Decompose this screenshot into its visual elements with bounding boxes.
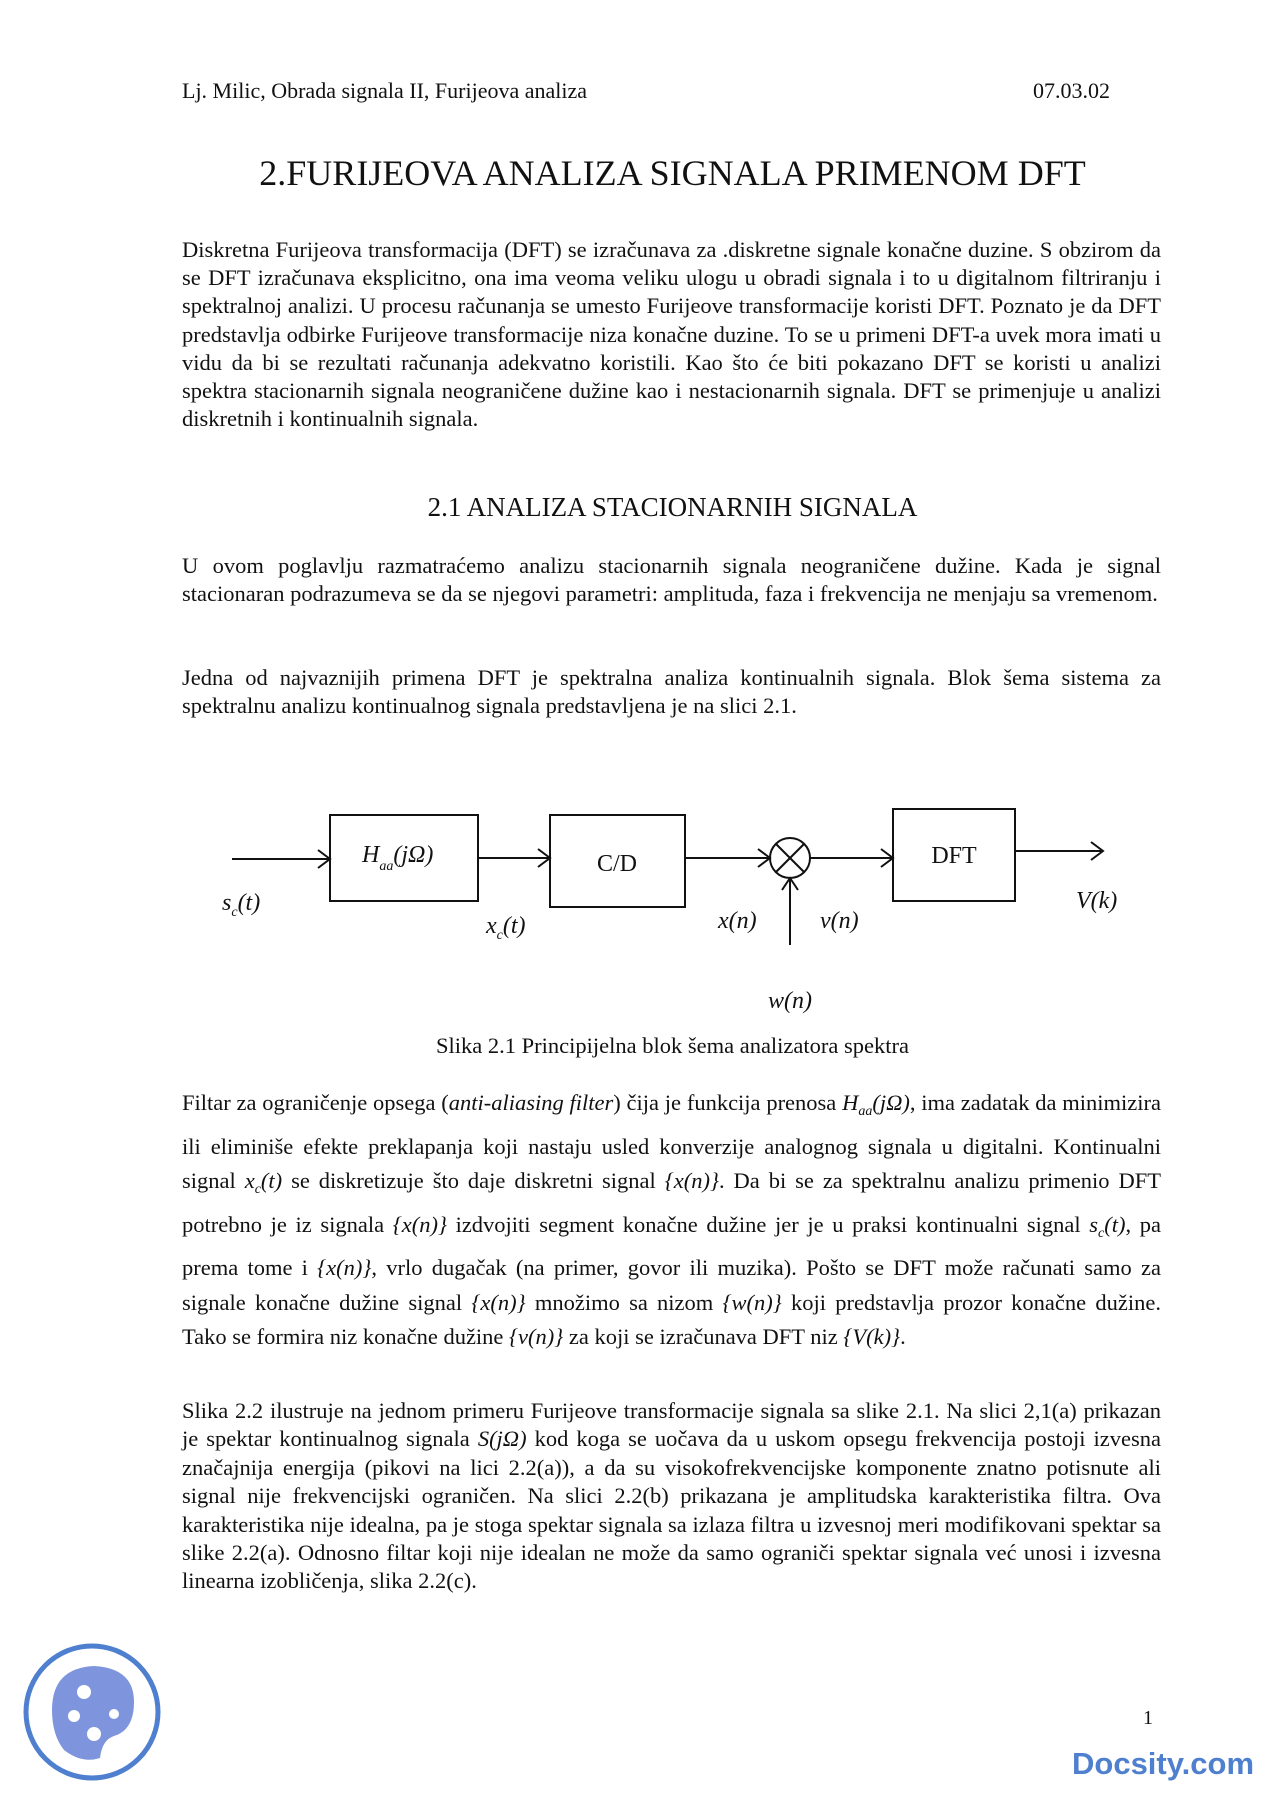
xc-label: $x_c(t)$ (486, 913, 526, 943)
text-run: izdvojiti segment konačne dužine jer je u praksi kontinualni signal (446, 1211, 1090, 1237)
docsity-watermark[interactable]: Docsity.com (1072, 1746, 1255, 1781)
paragraph-dft-application: Jedna od najvaznijih primena DFT je spektralna analiza kontinualnih signala. Blok šema sistema za spektralnu analizu kontinualnog signala predstavljena je na slici 2.1. (182, 665, 1161, 719)
text-run: za koji se izračunava DFT niz (563, 1324, 844, 1349)
figure-caption: Slika 2.1 Principijelna blok šema analizatora spektra (436, 1033, 909, 1058)
text-run: kod koga se uočava da u uskom opsegu frekvencija postoji izvesna značajnija energija (pikovi na lici 2.2(a)), a da su visokofrekvencijske komponente znatno potisnute ali signal nije frekvencijski ograničen. Na slici 2.2(b) prikazana je amplitudska karakteristika filtra. Ova karakteristika nije idealna, pa je stoga spektar signala sa izlaza filtra u izvesnoj meri modifikovani spektar sa slike 2.2(a). Odnosno filtar koji nije idealan ne može da samo ograniči spektar signala već unosi i izvesna linearna izobličenja, slika 2.2(c). (182, 1426, 1161, 1594)
Vk-label: V(k) (1076, 888, 1118, 914)
svg-text:Haa(jΩ): $H_{aa}(j\Omega)$ (362, 842, 434, 874)
page-title: 2.FURIJEOVA ANALIZA SIGNALA PRIMENOM DFT (259, 153, 1086, 193)
docsity-logo-icon (22, 1640, 167, 1785)
math-subscript: c (1098, 1225, 1105, 1241)
math-text: {x(n)} (471, 1289, 526, 1315)
text-run: . Da bi se za spektralnu analizu primenio DFT potrebno je iz signala (182, 1168, 1162, 1237)
text-run: Slika 2.2 ilustruje na jednom primeru Furijeove transformacije signala sa slike 2.1. Na slici 2,1(a) prikazan je spektar kontinualnog signala (182, 1398, 1161, 1452)
math-text: {x(n)} (392, 1211, 447, 1237)
section-heading: 2.1 ANALIZA STACIONARNIH SIGNALA (427, 492, 918, 522)
math-text: (jΩ) (872, 1090, 910, 1115)
sc-label: $s_c(t)$ (222, 890, 261, 920)
math-text: {x(n)} (317, 1255, 372, 1280)
header-left: Lj. Milic, Obrada signala II, Furijeova analiza (182, 78, 588, 103)
math-text: H (842, 1090, 859, 1115)
math-text: {x(n)} (664, 1168, 719, 1193)
text-run: Filtar za ograničenje opsega ( (182, 1090, 449, 1115)
cd-label: C/D (596, 851, 638, 877)
text-run: koji predstavlja prozor konačne dužine. Tako se formira niz konačne dužine (182, 1289, 1161, 1349)
header-date: 07.03.02 (1033, 78, 1110, 103)
vn-label: v(n) (820, 908, 859, 934)
math-text: {w(n)} (722, 1289, 782, 1315)
math-text: x (244, 1168, 255, 1193)
dft-label: DFT (931, 843, 977, 869)
paragraph-filter (182, 1086, 1161, 1355)
filter-label: H (362, 842, 380, 868)
math-text: (t) (1104, 1211, 1126, 1237)
math-text: (t) (260, 1168, 283, 1193)
text-run: , vrlo dugačak (na primer, govor ili muzika). Pošto se DFT može računati samo za signale konačne dužine signal (182, 1255, 1161, 1315)
page-number: 1 (1143, 1707, 1153, 1729)
math-subscript: aa (858, 1104, 873, 1119)
text-run: se diskretizuje što daje diskretni signal (282, 1168, 665, 1193)
math-text: {V(k)} (843, 1324, 901, 1349)
paragraph-figure-2-2 (182, 1397, 1161, 1596)
text-run: ) čija je funkcija prenosa (613, 1090, 843, 1115)
text-run: množimo sa nizom (525, 1289, 723, 1315)
text-run: . (900, 1324, 906, 1349)
text-run: , pa prema tome i (182, 1211, 1161, 1280)
wn-label: w(n) (768, 988, 812, 1014)
math-text: S(jΩ) (477, 1426, 527, 1452)
intro-paragraph: Diskretna Furijeova transformacija (DFT) se izračunava za .diskretne signale konačne duzine. S obzirom da se DFT izračunava eksplicitno, ona ima veoma veliku ulogu u obradi signala i to u digitalnom filtriranju i spektralnoj analizi. U procesu računanja se umesto Furijeove transformacije koristi DFT. Poznato je da DFT predstavlja odbirke Furijeove transformacije niza konačne duzine. To se u primeni DFT-a uvek mora imati u vidu da bi se rezultati računanja adekvatno koristili. Kao što će biti pokazano DFT se koristi u analizi spektra stacionarnih signala neograničene dužine kao i nestacionarnih signala. DFT se primenjuje u analizi diskretnih i kontinualnih signala. (182, 237, 1161, 432)
paragraph-stationary: U ovom poglavlju razmatraćemo analizu stacionarnih signala neograničene dužine. Kada je signal stacionaran podrazumeva se da se njegovi parametri: amplituda, faza i frekvencija ne menjaju sa vremenom. (182, 553, 1161, 607)
math-text: {v(n)} (509, 1324, 564, 1349)
math-subscript: c (254, 1182, 261, 1197)
block-diagram (0, 760, 1280, 1030)
math-text: s (1089, 1211, 1099, 1237)
math-text: anti-aliasing filter (448, 1090, 614, 1115)
xn-label: x(n) (718, 908, 757, 934)
text-run: , ima zadatak da minimizira ili eliminiše efekte preklapanja koji nastaju usled konverzije analognog signala u digitalni. Kontinualni signal (182, 1090, 1161, 1193)
